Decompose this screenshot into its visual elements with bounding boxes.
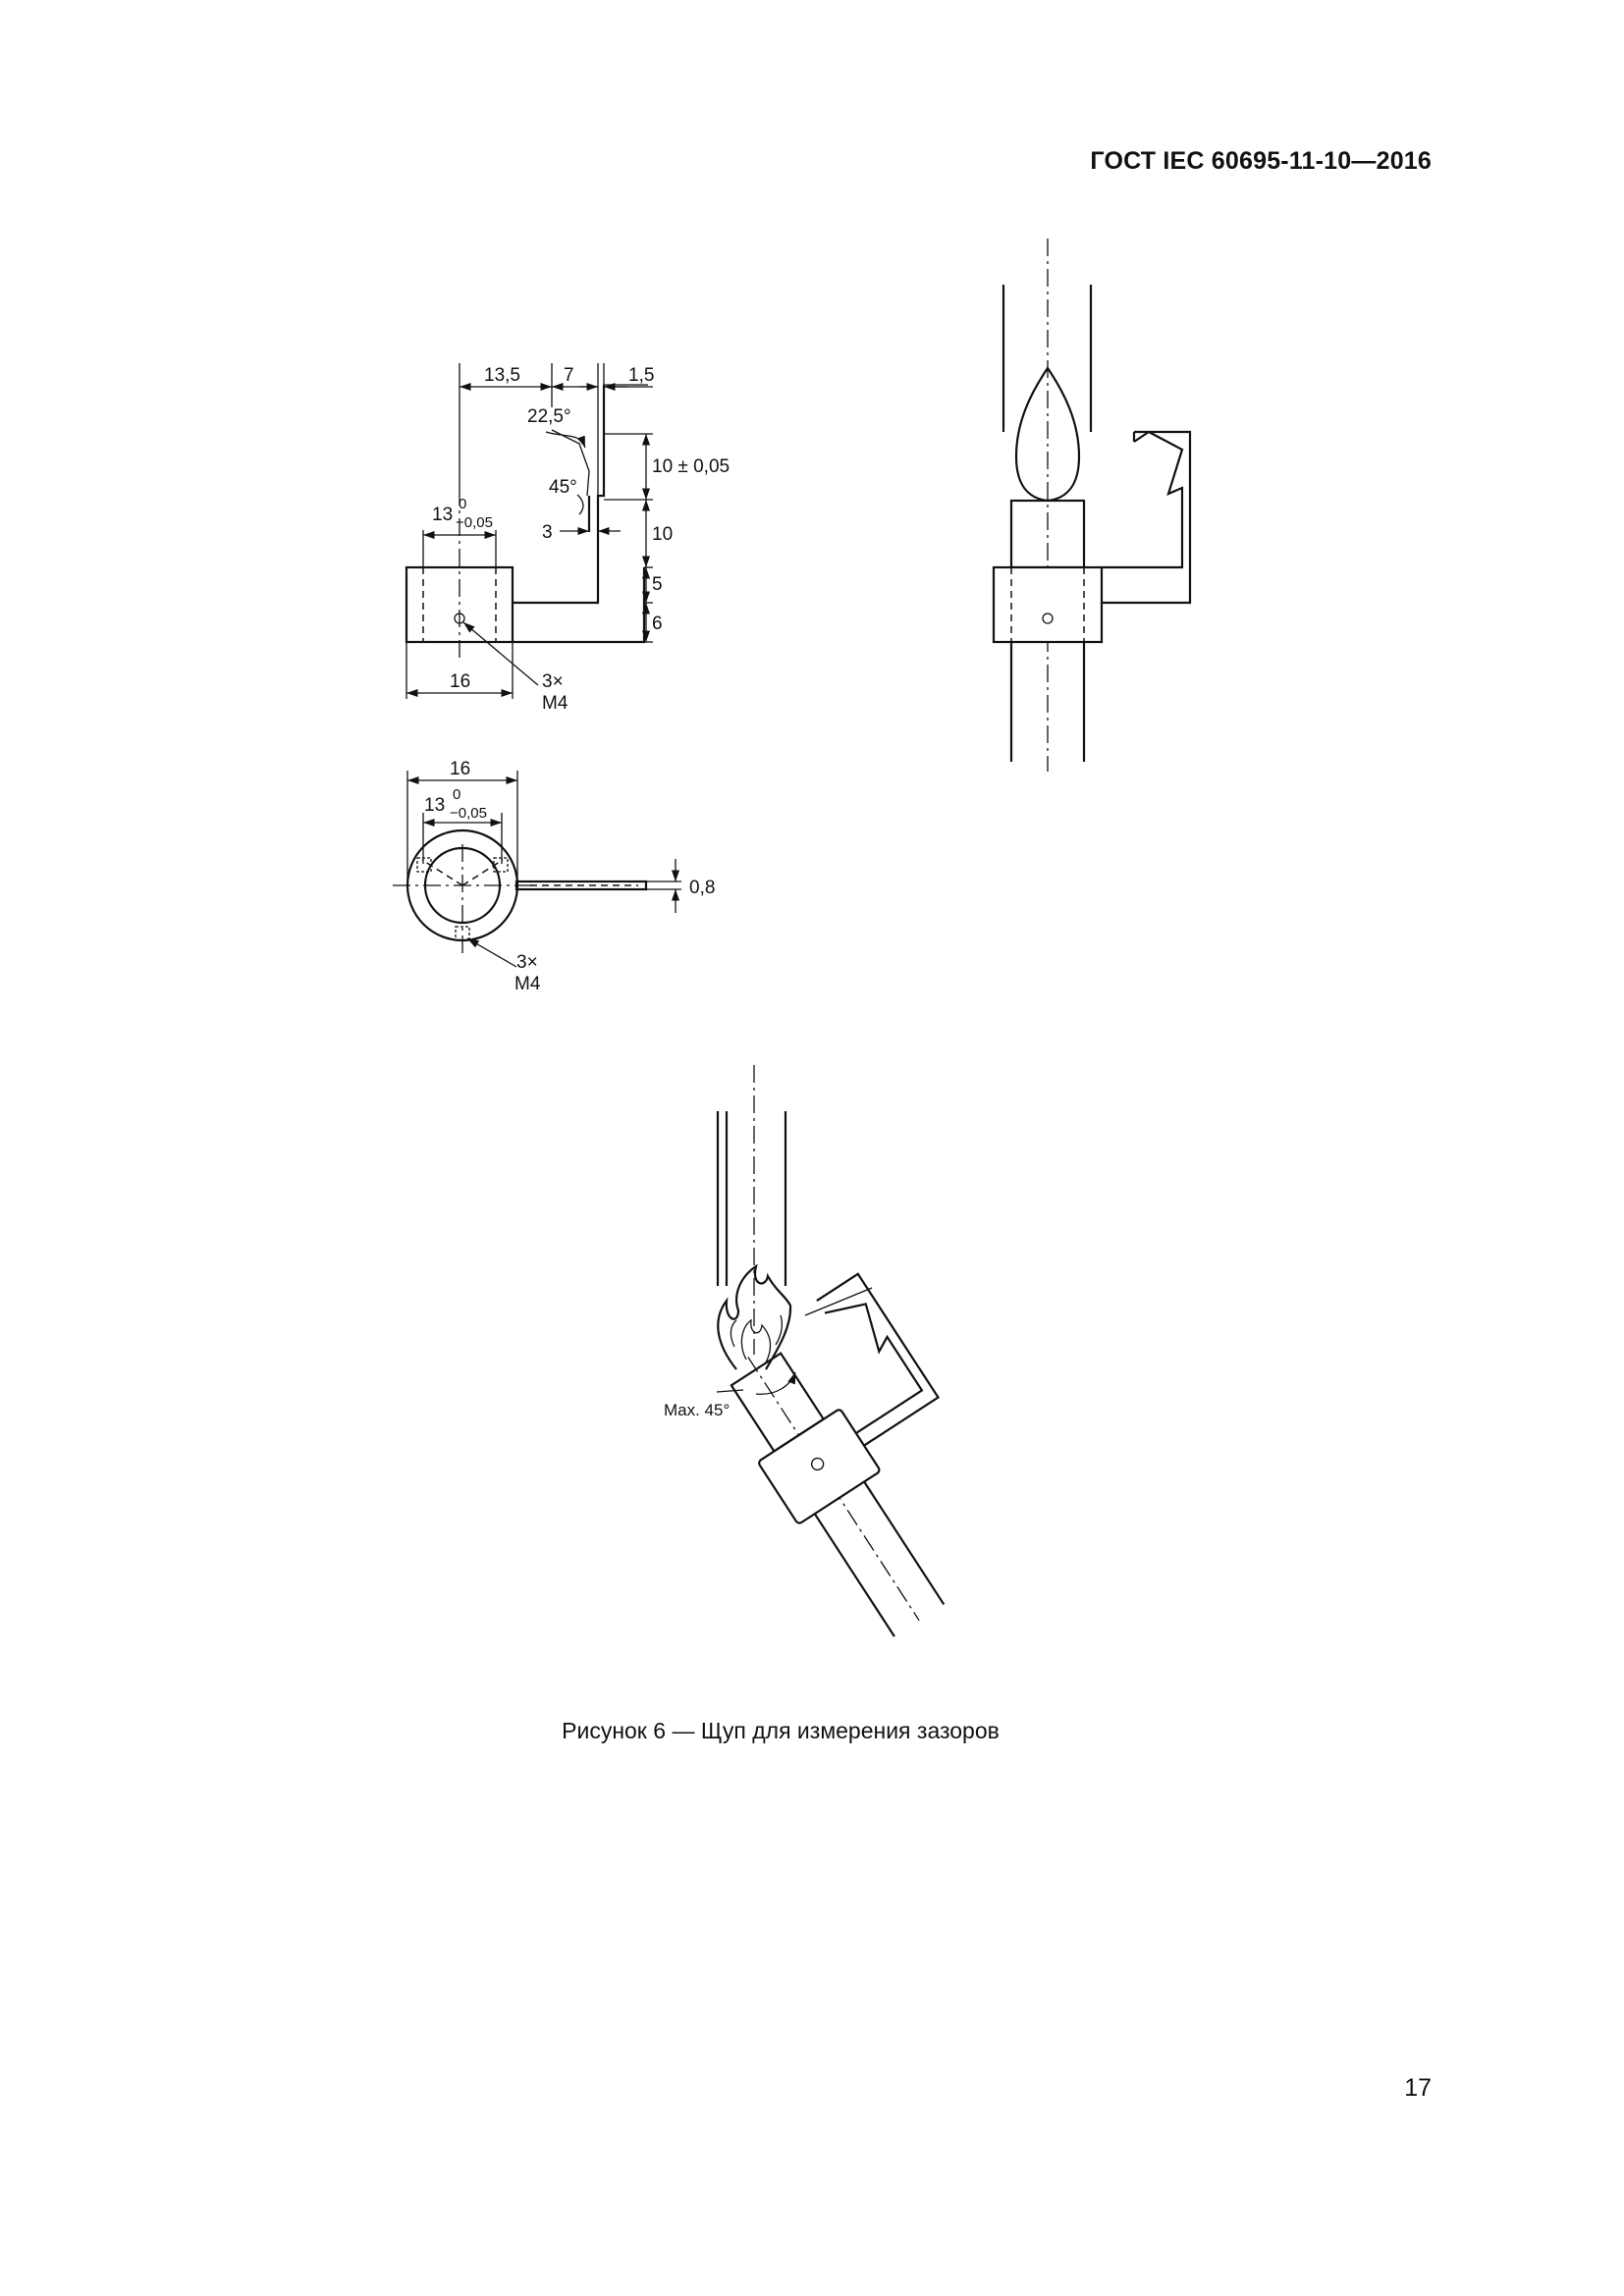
dim-13-plan-base: 13 bbox=[424, 795, 446, 816]
dim-16-side: 16 bbox=[450, 671, 471, 692]
dim-13-5: 13,5 bbox=[484, 365, 520, 386]
dim-5: 5 bbox=[652, 574, 663, 595]
dim-7: 7 bbox=[564, 365, 574, 386]
screw-size-side: M4 bbox=[542, 693, 568, 714]
max-angle-label: Max. 45° bbox=[664, 1401, 731, 1419]
dim-1-5: 1,5 bbox=[628, 365, 655, 386]
screw-qty-side: 3× bbox=[542, 671, 564, 692]
dim-3: 3 bbox=[542, 522, 553, 543]
dim-13-plan-upper: 0 bbox=[453, 786, 461, 803]
dim-13-lower: −0,05 bbox=[456, 514, 493, 531]
screw-size-plan: M4 bbox=[514, 974, 541, 994]
page-number: 17 bbox=[1404, 2074, 1432, 2102]
angle-22-5: 22,5° bbox=[527, 406, 571, 427]
document-header: ГОСТ IEC 60695-11-10—2016 bbox=[1090, 147, 1432, 175]
dim-13-upper: 0 bbox=[459, 496, 467, 512]
dim-0-8: 0,8 bbox=[689, 878, 716, 898]
dim-6: 6 bbox=[652, 614, 663, 634]
dim-13-plan-lower: −0,05 bbox=[450, 805, 487, 822]
angle-45: 45° bbox=[549, 477, 577, 498]
screw-qty-plan: 3× bbox=[516, 952, 538, 973]
dim-13-base: 13 bbox=[432, 505, 454, 525]
dim-10-tol: 10 ± 0,05 bbox=[652, 456, 731, 477]
dim-16-plan: 16 bbox=[450, 759, 471, 779]
dim-10: 10 bbox=[652, 524, 674, 545]
figure-caption: Рисунок 6 — Щуп для измерения зазоров bbox=[562, 1718, 1000, 1743]
